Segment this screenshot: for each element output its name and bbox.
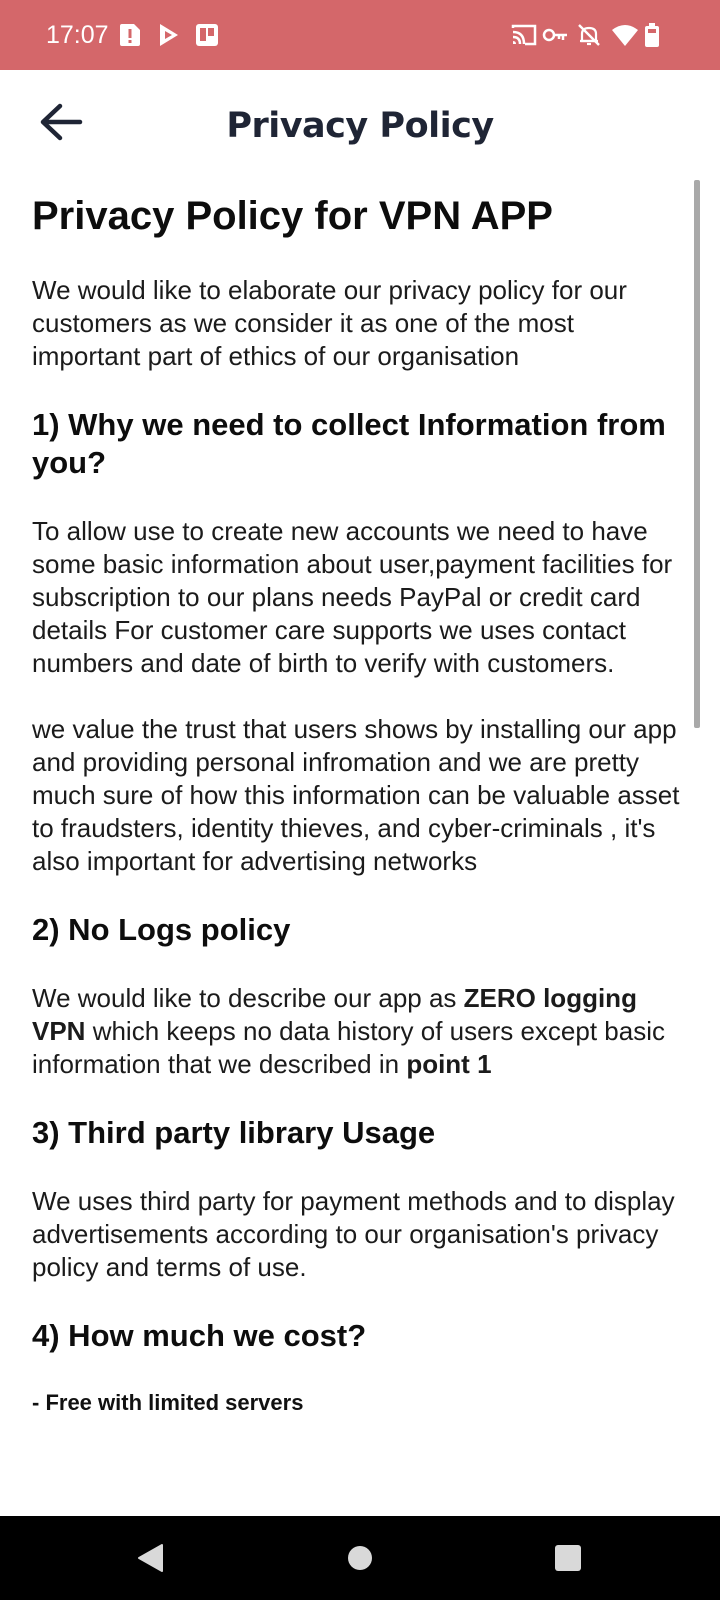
section-heading-no-logs: 2) No Logs policy <box>32 912 291 947</box>
vpn-key-icon <box>541 22 567 48</box>
status-bar <box>0 0 720 70</box>
cost-bullet-item: - Free with limited servers <box>32 1390 304 1415</box>
policy-title: Privacy Policy for VPN APP <box>32 194 553 238</box>
third-party-paragraph: We uses third party for payment methods and to display advertisements according to our organisation's privacy policy and terms of use. <box>32 1186 675 1282</box>
no-logs-paragraph <box>32 982 684 1081</box>
play-store-icon <box>156 22 182 48</box>
no-logs-bold-b: point 1 <box>406 1049 492 1079</box>
no-logs-text-b: which keeps no data history of users except basic information that we described in <box>32 1016 665 1079</box>
nav-back-button[interactable] <box>130 1536 174 1580</box>
cast-icon <box>510 22 536 48</box>
no-logs-text-a: We would like to describe our app as <box>32 983 464 1013</box>
nav-home-button[interactable] <box>338 1536 382 1580</box>
notifications-off-icon <box>576 22 602 48</box>
section-heading-collect-info: 1) Why we need to collect Information from you? <box>32 407 666 480</box>
app-icon <box>194 22 220 48</box>
recents-square-icon <box>546 1536 590 1580</box>
section-heading-cost: 4) How much we cost? <box>32 1318 367 1353</box>
trust-paragraph: we value the trust that users shows by installing our app and providing personal infromation and we are pretty much sure of how this information can be valuable asset to fraudsters, identity thieves, and cyber-criminals , it's also important for advertising networks <box>32 714 680 876</box>
intro-paragraph: We would like to elaborate our privacy policy for our customers as we consider it as one of the most important part of ethics of our organisation <box>32 275 627 371</box>
scrollbar[interactable] <box>694 180 700 728</box>
collect-info-paragraph: To allow use to create new accounts we need to have some basic information about user,payment facilities for subscription to our plans needs PayPal or credit card details For customer care supports we uses contact numbers and date of birth to verify with customers. <box>32 516 673 678</box>
home-circle-icon <box>338 1536 382 1580</box>
policy-content[interactable] <box>0 180 720 1515</box>
status-time: 17:07 <box>46 21 109 49</box>
alert-icon <box>118 22 144 48</box>
back-triangle-icon <box>130 1536 174 1580</box>
page-title: Privacy Policy <box>226 106 494 146</box>
wifi-icon <box>611 22 637 48</box>
system-nav-bar <box>0 1516 720 1600</box>
no-logs-bold-a: ZERO logging VPN <box>32 983 637 1046</box>
section-heading-third-party: 3) Third party library Usage <box>32 1115 436 1150</box>
app-bar <box>0 70 720 180</box>
nav-recents-button[interactable] <box>546 1536 590 1580</box>
battery-icon <box>643 22 669 48</box>
